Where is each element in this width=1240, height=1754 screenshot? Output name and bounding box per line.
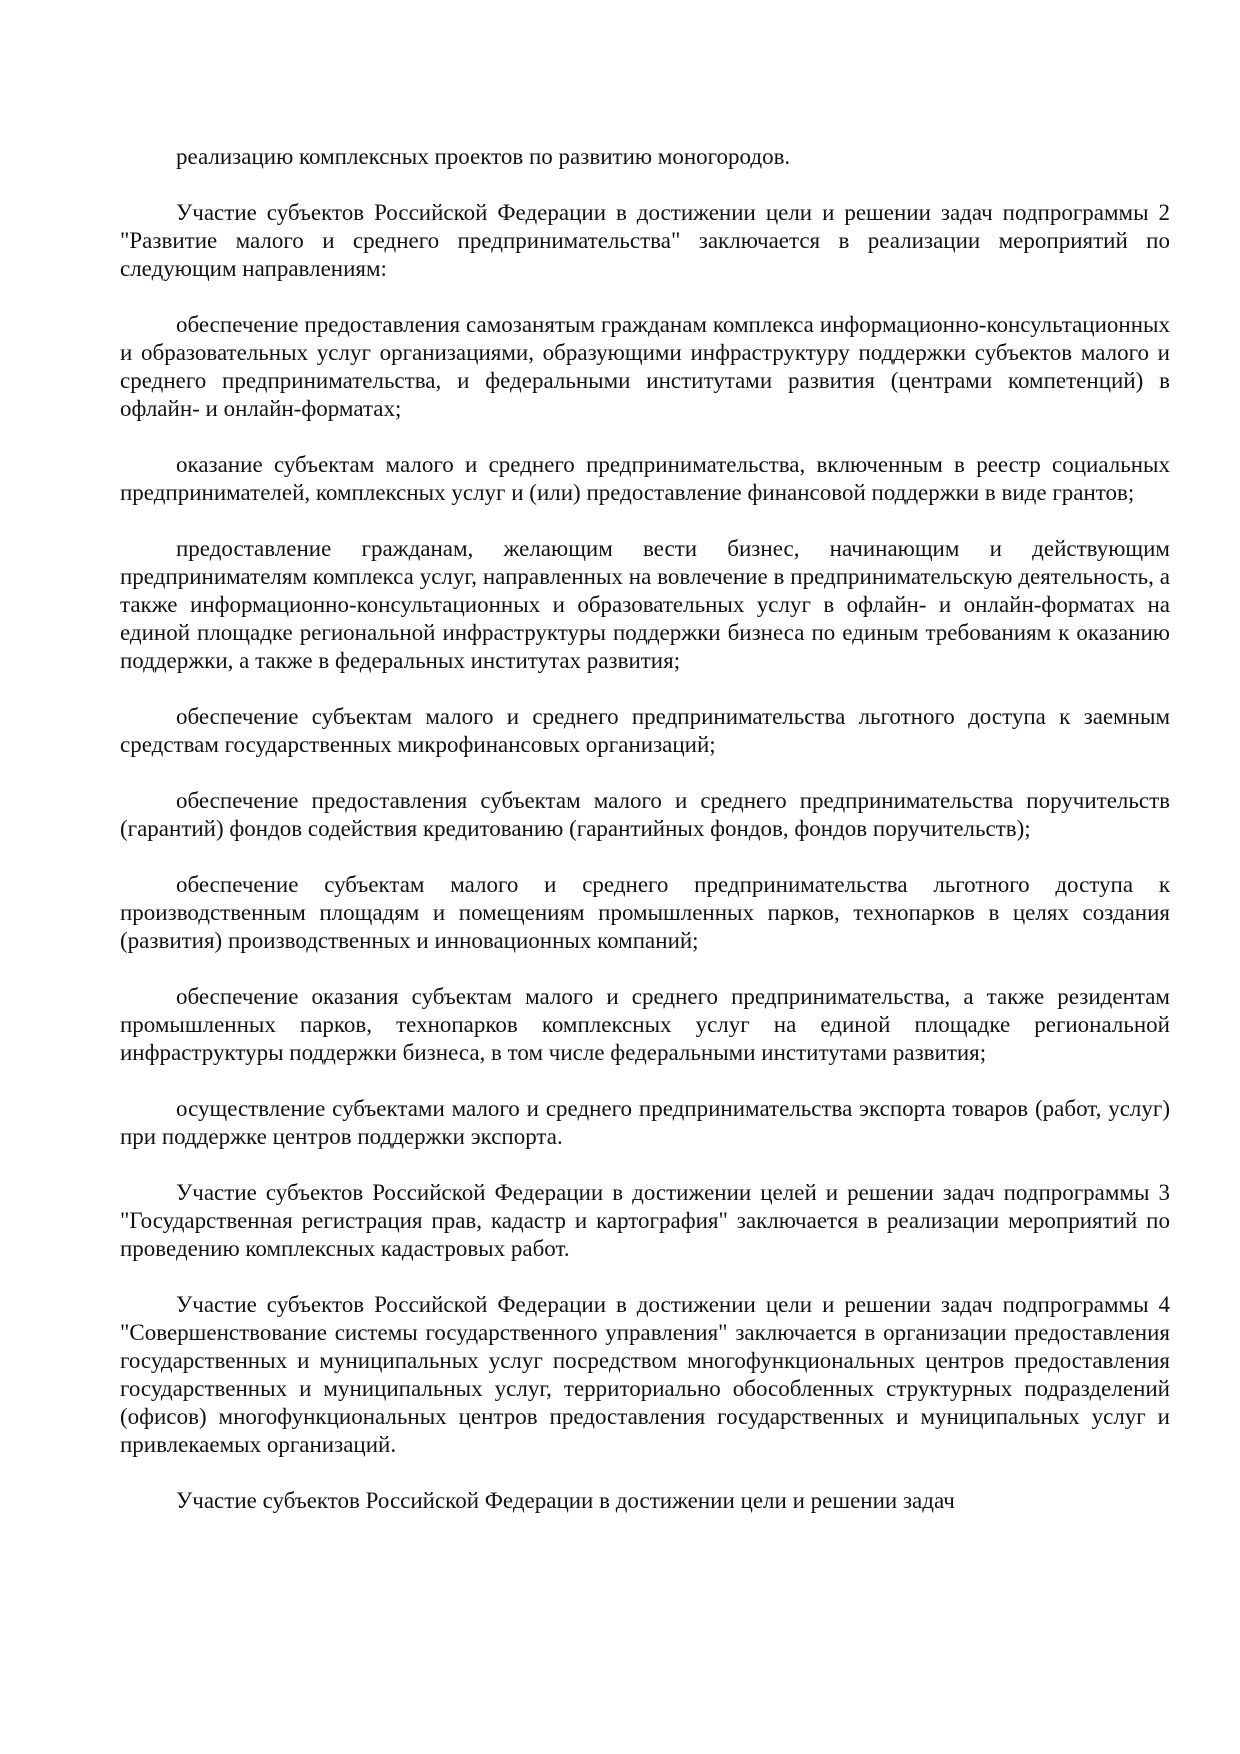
paragraph-final-fragment: Участие субъектов Российской Федерации в достижении цели и решении задач [176,1488,955,1513]
paragraph-complex-services: обеспечение оказания субъектам малого и среднего предпринимательства, а также резидентам промышленных парков, технопарков комплексных услуг на единой площадке региональной инфраструктуры поддержки бизнеса, в том числе федеральными институтами развития; [120,984,1170,1065]
paragraph-industrial-parks: обеспечение субъектам малого и среднего предпринимательства льготного доступа к производственным площадям и помещениям промышленных парков, технопарков в целях создания (развития) производственных и инновационных компаний; [120,872,1170,953]
paragraph-business-services: предоставление гражданам, желающим вести бизнес, начинающим и действующим предпринимателям комплекса услуг, направленных на вовлечение в предпринимательскую деятельность, а также информационно-консультационных и образовательных услуг в офлайн- и онлайн-форматах на единой площадке региональной инфраструктуры поддержки бизнеса по единым требованиям к оказанию поддержки, а также в федеральных институтах развития; [120,536,1170,673]
paragraph-guarantees: обеспечение предоставления субъектам малого и среднего предпринимательства поручительств (гарантий) фондов содействия кредитованию (гарантийных фондов, фондов поручительств); [120,788,1170,841]
paragraph-continuation: реализацию комплексных проектов по развитию моногородов. [176,144,791,169]
paragraph-social-entrepreneurs: оказание субъектам малого и среднего предпринимательства, включенным в реестр социальных предпринимателей, комплексных услуг и (или) предоставление финансовой поддержки в виде грантов; [120,452,1170,505]
document-page [120,143,1170,1543]
paragraph-export: осуществление субъектами малого и среднего предпринимательства экспорта товаров (работ, услуг) при поддержке центров поддержки экспорта. [120,1096,1170,1149]
paragraph-microfinance: обеспечение субъектам малого и среднего предпринимательства льготного доступа к заемным средствам государственных микрофинансовых организаций; [120,704,1170,757]
paragraph-subprogram-3: Участие субъектов Российской Федерации в достижении целей и решении задач подпрограммы 3 "Государственная регистрация прав, кадастр и картография" заключается в реализации мероприятий по проведению комплексных кадастровых работ. [120,1180,1170,1261]
paragraph-subprogram-2: Участие субъектов Российской Федерации в достижении цели и решении задач подпрограммы 2 "Развитие малого и среднего предпринимательства" заключается в реализации мероприятий по следующим направлениям: [120,200,1170,281]
paragraph-subprogram-4: Участие субъектов Российской Федерации в достижении цели и решении задач подпрограммы 4 "Совершенствование системы государственного управления" заключается в организации предоставления государственных и муниципальных услуг посредством многофункциональных центров предоставления государственных и муниципальных услуг, территориально обособленных структурных подразделений (офисов) многофункциональных центров предоставления государственных и муниципальных услуг и привлекаемых организаций. [120,1292,1170,1457]
paragraph-self-employed: обеспечение предоставления самозанятым гражданам комплекса информационно-консультационных и образовательных услуг организациями, образующими инфраструктуру поддержки субъектов малого и среднего предпринимательства, и федеральными институтами развития (центрами компетенций) в офлайн- и онлайн-форматах; [120,312,1170,421]
